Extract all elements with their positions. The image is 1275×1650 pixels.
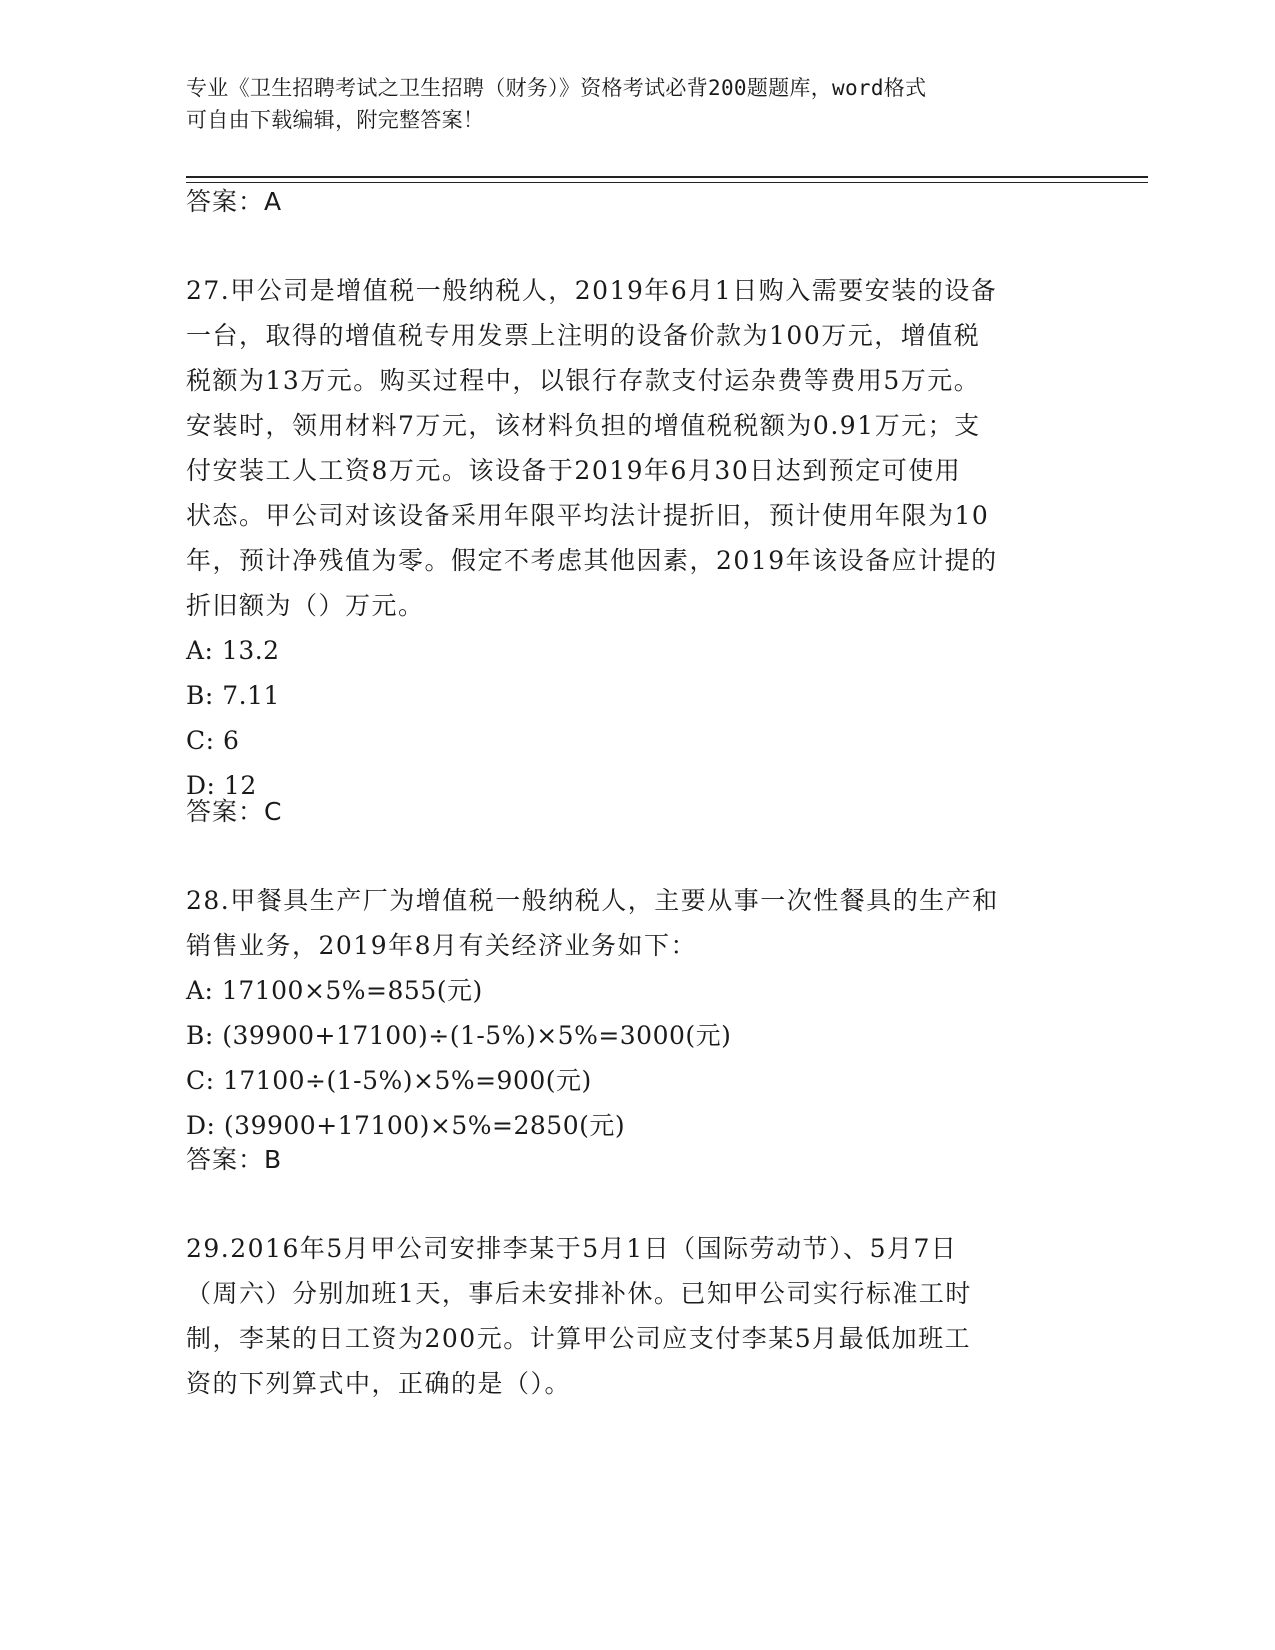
question-28	[186, 878, 1086, 1148]
question-27-line: 安装时，领用材料7万元，该材料负担的增值税税额为0.91万元；支	[186, 411, 981, 440]
question-27-line: 一台，取得的增值税专用发票上注明的设备价款为100万元，增值税	[186, 321, 981, 350]
question-28-line: 销售业务，2019年8月有关经济业务如下：	[186, 931, 698, 960]
header-rule-thin	[186, 182, 1148, 183]
question-29-line: 29.2016年5月甲公司安排李某于5月1日（国际劳动节）、5月7日	[186, 1234, 958, 1263]
question-27-line: 税额为13万元。购买过程中，以银行存款支付运杂费等费用5万元。	[186, 366, 981, 395]
question-28-option-a: A: 17100×5%=855(元)	[186, 976, 483, 1005]
question-29-line: 制，李某的日工资为200元。计算甲公司应支付李某5月最低加班工	[186, 1324, 972, 1353]
question-28-option-b: B: (39900+17100)÷(1-5%)×5%=3000(元)	[186, 1021, 732, 1050]
question-27-option-a: A: 13.2	[186, 636, 280, 665]
question-27-line: 状态。甲公司对该设备采用年限平均法计提折旧，预计使用年限为10	[186, 501, 990, 530]
question-27-option-c: C: 6	[186, 726, 240, 755]
page-header	[186, 72, 1086, 136]
header-rule-thick	[186, 176, 1148, 178]
header-line-2: 可自由下载编辑，附完整答案！	[186, 108, 485, 132]
question-29-line: 资的下列算式中，正确的是（）。	[186, 1369, 572, 1398]
question-29	[186, 1226, 1086, 1406]
question-28-line: 28.甲餐具生产厂为增值税一般纳税人，主要从事一次性餐具的生产和	[186, 886, 999, 915]
question-27-line: 27.甲公司是增值税一般纳税人，2019年6月1日购入需要安装的设备	[186, 276, 998, 305]
question-27-line: 付安装工人工资8万元。该设备于2019年6月30日达到预定可使用	[186, 456, 962, 485]
question-27	[186, 268, 1086, 808]
question-27-answer: 答案：C	[186, 797, 283, 826]
question-28-answer: 答案：B	[186, 1145, 283, 1174]
question-28-option-d: D: (39900+17100)×5%=2850(元)	[186, 1111, 626, 1140]
question-28-option-c: C: 17100÷(1-5%)×5%=900(元)	[186, 1066, 592, 1095]
question-27-option-b: B: 7.11	[186, 681, 280, 710]
question-27-line: 年，预计净残值为零。假定不考虑其他因素，2019年该设备应计提的	[186, 546, 998, 575]
question-29-line: （周六）分别加班1天，事后未安排补休。已知甲公司实行标准工时	[186, 1279, 972, 1308]
header-line-1: 专业《卫生招聘考试之卫生招聘（财务）》资格考试必背200题题库，word格式	[186, 76, 927, 100]
answer-previous: 答案：A	[186, 187, 283, 216]
question-27-line: 折旧额为（）万元。	[186, 591, 425, 620]
question-27-option-d: D: 12	[186, 771, 257, 800]
